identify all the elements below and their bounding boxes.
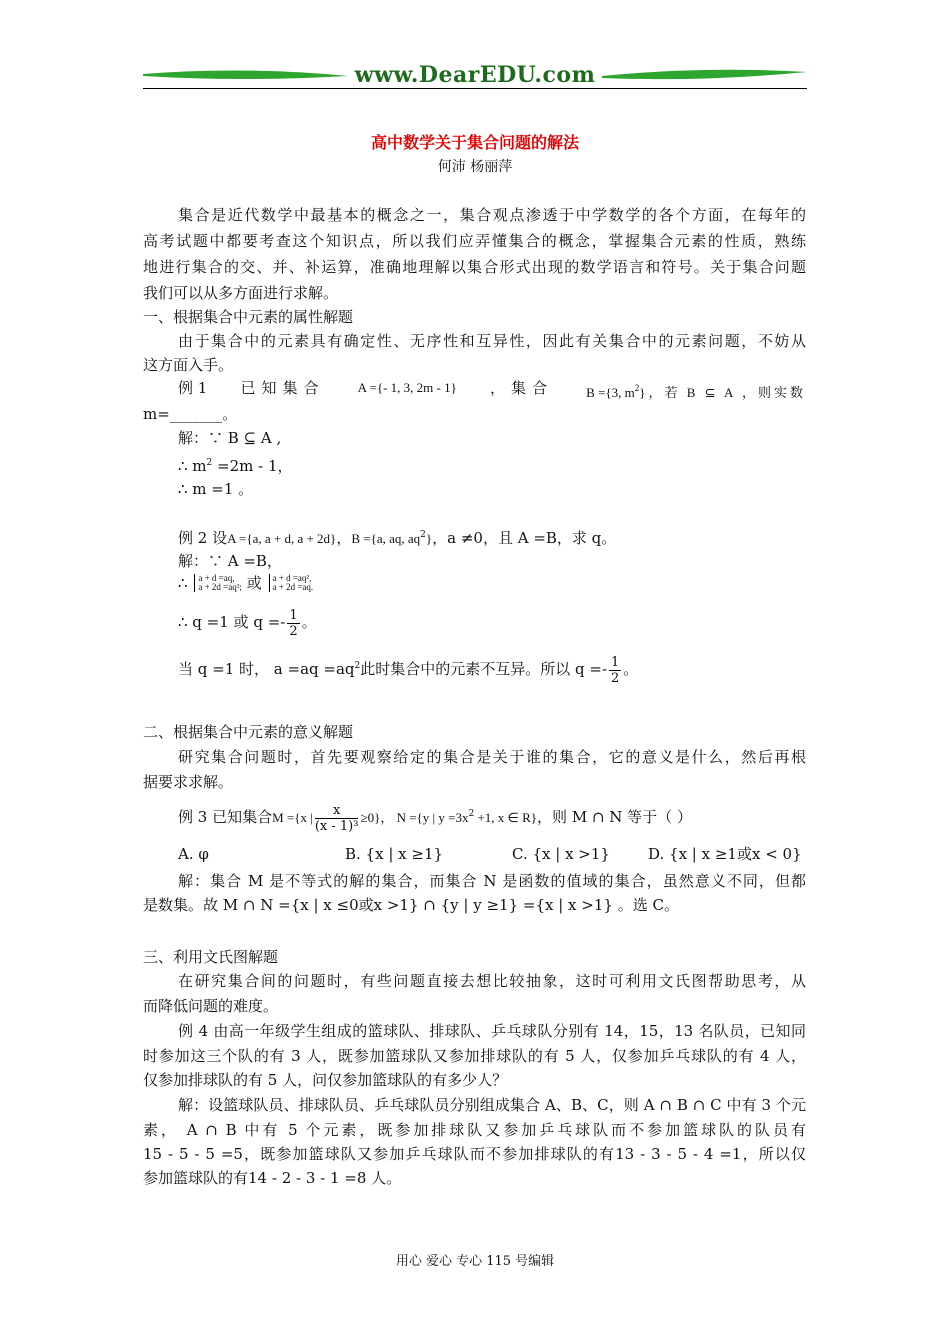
example-2-statement: 例 2 设A ={a, a + d, a + 2d}，B ={a, aq, $aq^2$}，a ≠0，且 A =B，求 q。 <box>178 529 617 547</box>
solution-line: 是数集。故 M ∩ N ={x | x ≤0或x >1} ∩ {y | y ≥1} ={x | x >1} 。选 C。 <box>143 896 679 914</box>
paragraph-line: 由于集合中的元素具有确定性、无序性和互异性，因此有关集合中的元素问题，不妨从 <box>178 332 806 350</box>
header-rule <box>143 88 807 89</box>
example-4-line: 例 4 由高一年级学生组成的篮球队、排球队、乒乓球队分别有 14，15，13 名队员，已知同 <box>178 1022 806 1040</box>
solution-line: 当 q =1 时， $a =aq =aq^2$此时集合中的元素不互异。所以 q =- $\frac{1}{2}$ 。 <box>178 654 639 686</box>
solution-line: 解：集合 M 是不等式的解的集合，而集合 N 是函数的值域的集合，虽然意义不同，但都 <box>178 872 806 890</box>
example-1-statement <box>178 378 806 403</box>
example-text: ，集合 <box>489 379 553 397</box>
set-b: B ={3, $m^2$}，若 B ⊆ A ，则实数 <box>586 383 806 400</box>
solution-line: ∴ m =1 。 <box>178 480 254 498</box>
system-2: a + d =aq², a + 2d =aq. <box>269 574 314 592</box>
fraction: $\frac{1}{2}$ <box>611 654 620 686</box>
solution-line: ∴ q =1 或 q =- $\frac{1}{2}$ 。 <box>178 607 317 639</box>
section-heading: 一、根据集合中元素的属性解题 <box>143 308 354 326</box>
section-heading: 二、根据集合中元素的意义解题 <box>143 723 354 741</box>
fraction: $\frac{x}{\text{(x - 1)³}}$ <box>314 802 359 834</box>
intro-line: 高考试题中都要考查这个知识点，所以我们应弄懂集合的概念，掌握集合元素的性质，熟练 <box>143 232 806 250</box>
section-heading: 三、利用文氏图解题 <box>143 948 279 966</box>
example-4-line: 时参加这三个队的有 3 人，既参加篮球队又参加排球队的有 5 人，仅参加乒乓球队的有 4 人， <box>143 1047 806 1065</box>
example-4-line: 仅参加排球队的有 5 人，问仅参加篮球队的有多少人？ <box>143 1071 508 1089</box>
authors: 何沛 杨丽萍 <box>437 159 513 175</box>
equation-system: ∴ a + d =aq, a + 2d =aq²; 或 a + d =aq², a + 2d =aq. <box>178 573 314 592</box>
option-d: D. {x | x ≥1或x < 0} <box>648 845 802 863</box>
system-1: a + d =aq, a + 2d =aq²; <box>194 574 242 592</box>
example-label: 例 1 <box>178 379 208 397</box>
paragraph-line: 这方面入手。 <box>143 356 234 374</box>
option-a: A. φ <box>178 845 209 863</box>
example-3-statement: 例 3 已知集合M ={x | $\frac{x}{\text{(x - 1)³}}$ ≥0}， N ={y | $y =3x^2 +1$, x ∈ R}，则 M ∩ N 等于（ ） <box>178 802 692 834</box>
left-swoosh-icon <box>143 68 348 82</box>
solution-line: 素， A ∩ B 中有 5 个元素，既参加排球队又参加乒乓球队而不参加篮球队的队员有 <box>143 1121 806 1139</box>
page-footer: 用心 爱心 专心 115 号编辑 <box>395 1254 555 1269</box>
right-swoosh-icon <box>602 68 807 82</box>
paragraph-line: 据要求求解。 <box>143 773 234 791</box>
header-banner <box>143 62 807 92</box>
paragraph-line: 而降低问题的难度。 <box>143 997 279 1015</box>
solution-line: 参加篮球队的有14 - 2 - 3 - 1 =8 人。 <box>143 1169 402 1187</box>
answer-blank: m=_______。 <box>143 405 238 423</box>
paragraph-line: 在研究集合间的问题时，有些问题直接去想比较抽象，这时可利用文氏图帮助思考，从 <box>178 972 806 990</box>
solution-line: 15 - 5 - 5 =5，既参加篮球队又参加乒乓球队而不参加排球队的有13 - 3 - 5 - 4 =1，所以仅 <box>143 1145 806 1163</box>
intro-line: 集合是近代数学中最基本的概念之一，集合观点渗透于中学数学的各个方面，在每年的 <box>178 206 806 224</box>
option-b: B. {x | x ≥1} <box>345 845 444 863</box>
option-c: C. {x | x >1} <box>512 845 610 863</box>
solution-line: 解：∵ B ⊆ A , <box>178 429 282 447</box>
solution-line: 解：∵ A =B， <box>178 552 282 570</box>
example-text: 已知集合 <box>240 379 325 397</box>
intro-line: 地进行集合的交、并、补运算，准确地理解以集合形式出现的数学语言和符号。关于集合问题 <box>143 258 806 276</box>
set-a: A ={- 1, 3, 2m - 1} <box>357 380 457 395</box>
fraction: $\frac{1}{2}$ <box>289 607 298 639</box>
intro-line: 我们可以从多方面进行求解。 <box>143 284 339 302</box>
brand-logo: www.DearEDU.com <box>354 62 596 88</box>
solution-line: 解：设篮球队员、排球队员、乒乓球队员分别组成集合 A、B、C，则 A ∩ B ∩ C 中有 3 个元 <box>178 1096 806 1114</box>
paragraph-line: 研究集合问题时，首先要观察给定的集合是关于谁的集合，它的意义是什么，然后再根 <box>178 748 806 766</box>
solution-line: ∴ $m^2 =2m - 1$， <box>178 457 293 475</box>
page-title: 高中数学关于集合问题的解法 <box>370 133 579 152</box>
